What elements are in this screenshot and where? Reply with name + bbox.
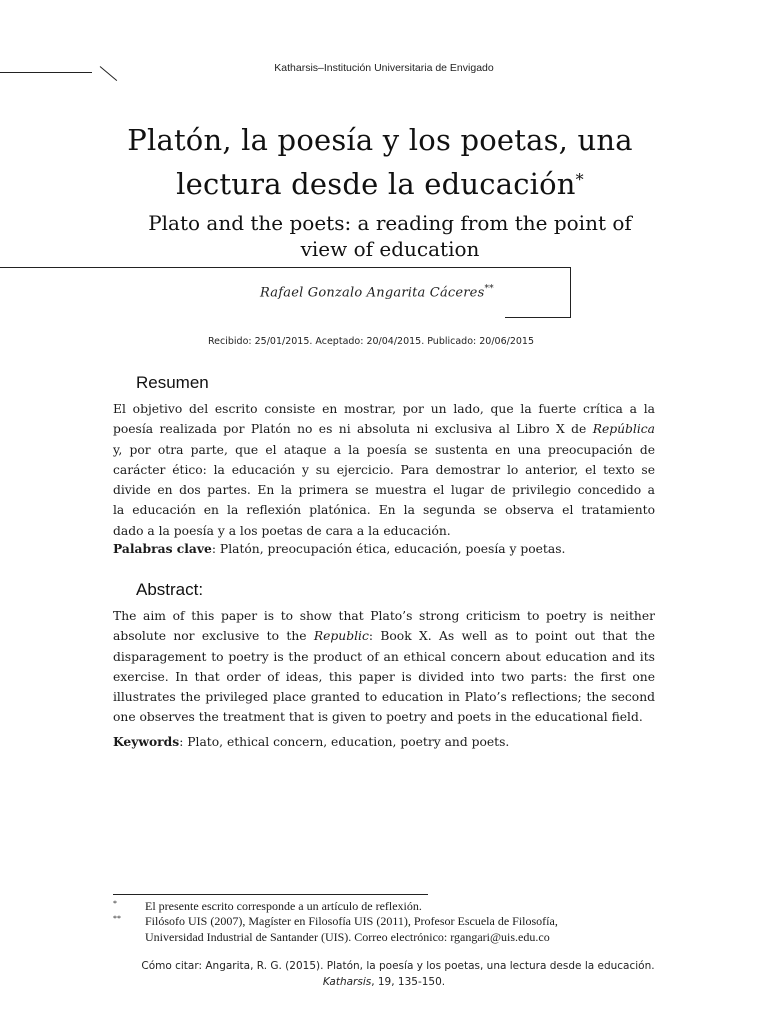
title-line-2 [100,162,660,206]
article-title-spanish [100,118,660,206]
keywords [113,734,673,749]
palabras-clave [113,541,673,556]
footnote-2-line-2: Universidad Industrial de Santander (UIS). Correo electrónico: rgangari@uis.edu.co [145,930,550,944]
citation-journal: Katharsis [322,976,372,988]
citation-line-1: Cómo citar: Angarita, R. G. (2015). Platón, la poesía y los poetas, una lectura desde la educación. [141,960,655,972]
title-line-2-text: lectura desde la educación [176,167,576,201]
resumen-line-6: la educación en la reflexión platónica. En la segunda se observa el tratamiento [113,503,655,518]
footnote-2-line-1: Filósofo UIS (2007), Magíster en Filosofía UIS (2011), Profesor Escuela de Filosofía, [145,914,558,928]
title-footnote-mark: * [575,170,584,189]
abstract-line-6: one observes the treatment that is given to poetry and poets in the educational field. [113,710,643,725]
keywords-label: Keywords [113,734,180,749]
abstract-line-2b: : Book X. As well as to point out that the [368,629,655,644]
publication-dates: Recibido: 25/01/2015. Aceptado: 20/04/2015. Publicado: 20/06/2015 [208,336,534,347]
citation-line-2 [0,976,768,988]
palabras-clave-label: Palabras clave [113,541,212,556]
abstract-paragraph [113,606,655,728]
resumen-line-1: El objetivo del escrito consiste en mostrar, por un lado, que la fuerte crítica a la [113,402,655,416]
abstract-line-3: disparagement to poetry is the product of an ethical concern about education and its [113,649,655,664]
title-line-1: Platón, la poesía y los poetas, una [127,123,633,157]
abstract-line-5: illustrates the privileged place granted to education in Plato’s reflections; the second [113,690,655,705]
footnote-rule [113,894,428,895]
republica-italic: República [592,422,655,437]
abstract-line-2a: absolute nor exclusive to the [113,629,307,644]
author-name-text: Rafael Gonzalo Angarita Cáceres [260,285,485,301]
article-title-english [100,210,680,262]
palabras-clave-list: : Platón, preocupación ética, educación, poesía y poetas. [211,542,566,556]
footnote-1-mark: * [113,899,117,908]
header-rule [0,72,92,73]
resumen-line-4: carácter ético: la educación y su ejercicio. Para demostrar lo anterior, el texto se [113,462,655,477]
author-box-bottom-rule [505,317,571,318]
author-box-top-rule [0,267,570,268]
abstract-line-1: The aim of this paper is to show that Plato’s strong criticism to poetry is neither [113,609,655,623]
author-box-side-rule [570,267,571,317]
resumen-line-7: dado a la poesía y a los poetas de cara a la educación. [113,523,451,538]
footnote-1: El presente escrito corresponde a un artículo de reflexión. [145,899,422,913]
english-title-line-1: Plato and the poets: a reading from the point of [148,211,632,235]
citation-volume-pages: , 19, 135-150. [371,976,446,988]
abstract-line-4: exercise. In that order of ideas, this paper is divided into two parts: the first one [113,669,655,684]
author-name [260,284,560,300]
republic-italic: Republic [313,629,369,644]
resumen-line-3: y, por otra parte, que el ataque a la poesía se sustenta en una preocupación de [113,442,655,457]
footnote-2-mark: ** [113,914,121,923]
resumen-line-5: divide en dos partes. En la primera se muestra el lugar de privilegio concedido a [113,483,655,498]
abstract-heading: Abstract: [136,580,204,599]
abstract-line-2 [113,626,655,646]
author-footnote-mark: ** [484,284,494,294]
english-title-line-2: view of education [300,237,480,261]
resumen-line-2 [113,419,655,439]
resumen-heading: Resumen [136,373,209,392]
journal-header: Katharsis–Institución Universitaria de Envigado [274,62,494,74]
keywords-list: : Plato, ethical concern, education, poetry and poets. [179,735,510,749]
resumen-paragraph [113,399,655,541]
resumen-line-2-text: poesía realizada por Platón no es ni absoluta ni exclusiva al Libro X de [113,422,587,437]
